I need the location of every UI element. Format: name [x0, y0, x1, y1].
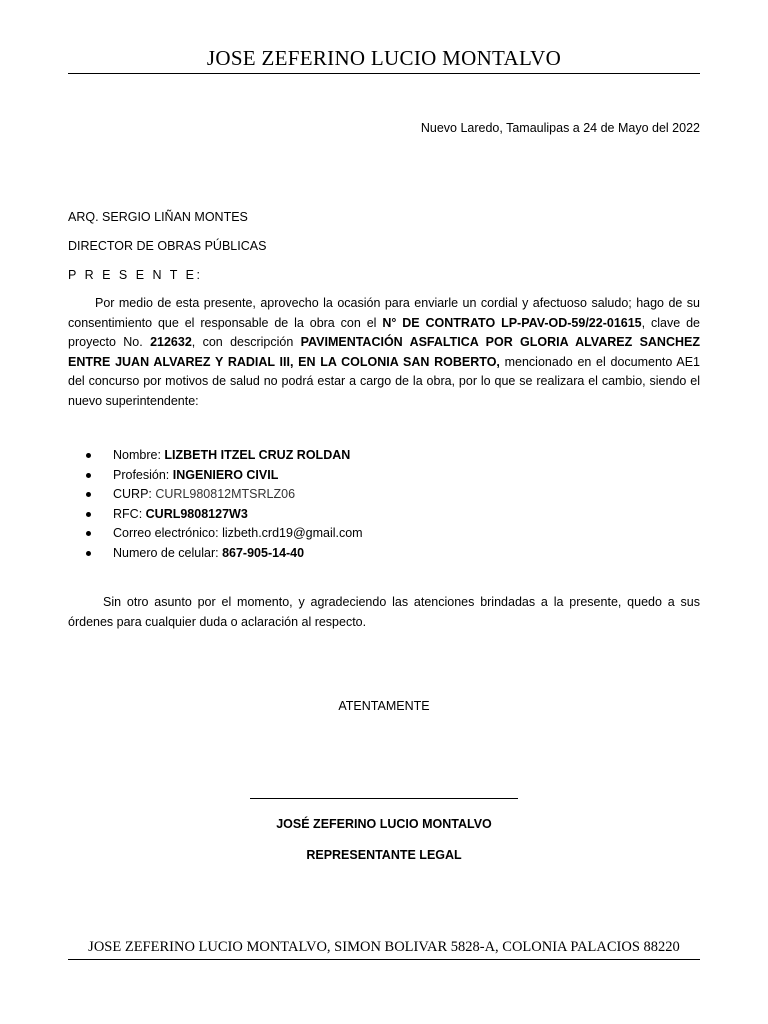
- header-rule: [68, 73, 700, 74]
- date-line: Nuevo Laredo, Tamaulipas a 24 de Mayo del 2022: [420, 121, 700, 135]
- signer-name: JOSÉ ZEFERINO LUCIO MONTALVO: [276, 817, 492, 831]
- list-item-rfc: [86, 505, 363, 525]
- salutation: P R E S E N T E:: [68, 268, 203, 282]
- closing-paragraph: [68, 593, 700, 632]
- detail-label: Nombre:: [113, 448, 165, 462]
- bullet-icon: [86, 473, 91, 478]
- detail-label: Profesión:: [113, 467, 173, 482]
- list-item-phone: [86, 544, 363, 564]
- body-text-3: , con descripción: [191, 335, 301, 350]
- detail-value: lizbeth.crd19@gmail.com: [222, 526, 363, 540]
- signature-line: [250, 798, 518, 799]
- body-text-1: Por medio de esta presente, aprovecho la ocasión para enviarle un cordial y afectuoso saludo; hago de su consentimiento que el responsable de la obra con el: [68, 296, 700, 330]
- bullet-icon: [86, 551, 91, 556]
- project-description: PAVIMENTACIÓN ASFALTICA POR GLORIA ALVAREZ SANCHEZ ENTRE JUAN ALVAREZ Y RADIAL III, EN LA COLONIA SAN ROBERTO,: [68, 335, 700, 369]
- list-item-email: [86, 524, 363, 544]
- closing-text: Sin otro asunto por el momento, y agradeciendo las atenciones brindadas a la presente, quedo a sus órdenes para cualquier duda o aclaración al respecto.: [68, 595, 700, 629]
- contract-number: N° DE CONTRATO LP-PAV-OD-59/22-01615: [382, 315, 642, 330]
- bullet-icon: [86, 453, 91, 458]
- bullet-icon: [86, 512, 91, 517]
- detail-label: Correo electrónico:: [113, 526, 223, 540]
- recipient-position: DIRECTOR DE OBRAS PÚBLICAS: [68, 239, 267, 253]
- project-key: 212632: [150, 335, 192, 350]
- superintendent-details: [86, 446, 363, 563]
- body-text-2: , clave de proyecto No.: [68, 315, 700, 350]
- body-paragraph: [68, 294, 700, 412]
- footer-rule: [68, 959, 700, 960]
- detail-value: LIZBETH ITZEL CRUZ ROLDAN: [164, 448, 351, 462]
- bullet-icon: [86, 492, 91, 497]
- detail-value: CURL9808127W3: [145, 506, 248, 521]
- detail-label: CURP:: [113, 487, 156, 501]
- list-item-profession: [86, 466, 363, 486]
- valediction: ATENTAMENTE: [338, 699, 430, 713]
- detail-label: RFC:: [113, 506, 146, 521]
- detail-value: 867-905-14-40: [222, 545, 305, 560]
- detail-label: Numero de celular:: [113, 545, 223, 560]
- body-text-4: mencionado en el documento AE1 del concurso por motivos de salud no podrá estar a cargo de la obra, por lo que se realizara el cambio, siendo el nuevo superintendente:: [68, 354, 700, 408]
- list-item-curp: [86, 485, 363, 505]
- detail-value: INGENIERO CIVIL: [172, 467, 279, 482]
- detail-value: CURL980812MTSRLZ06: [155, 487, 296, 501]
- letterhead-title: JOSE ZEFERINO LUCIO MONTALVO: [206, 46, 562, 70]
- signer-role: REPRESENTANTE LEGAL: [306, 848, 462, 862]
- list-item-name: [86, 446, 363, 466]
- recipient-name: ARQ. SERGIO LIÑAN MONTES: [68, 210, 248, 224]
- bullet-icon: [86, 531, 91, 536]
- footer-address: JOSE ZEFERINO LUCIO MONTALVO, SIMON BOLIVAR 5828-A, COLONIA PALACIOS 88220: [88, 939, 680, 955]
